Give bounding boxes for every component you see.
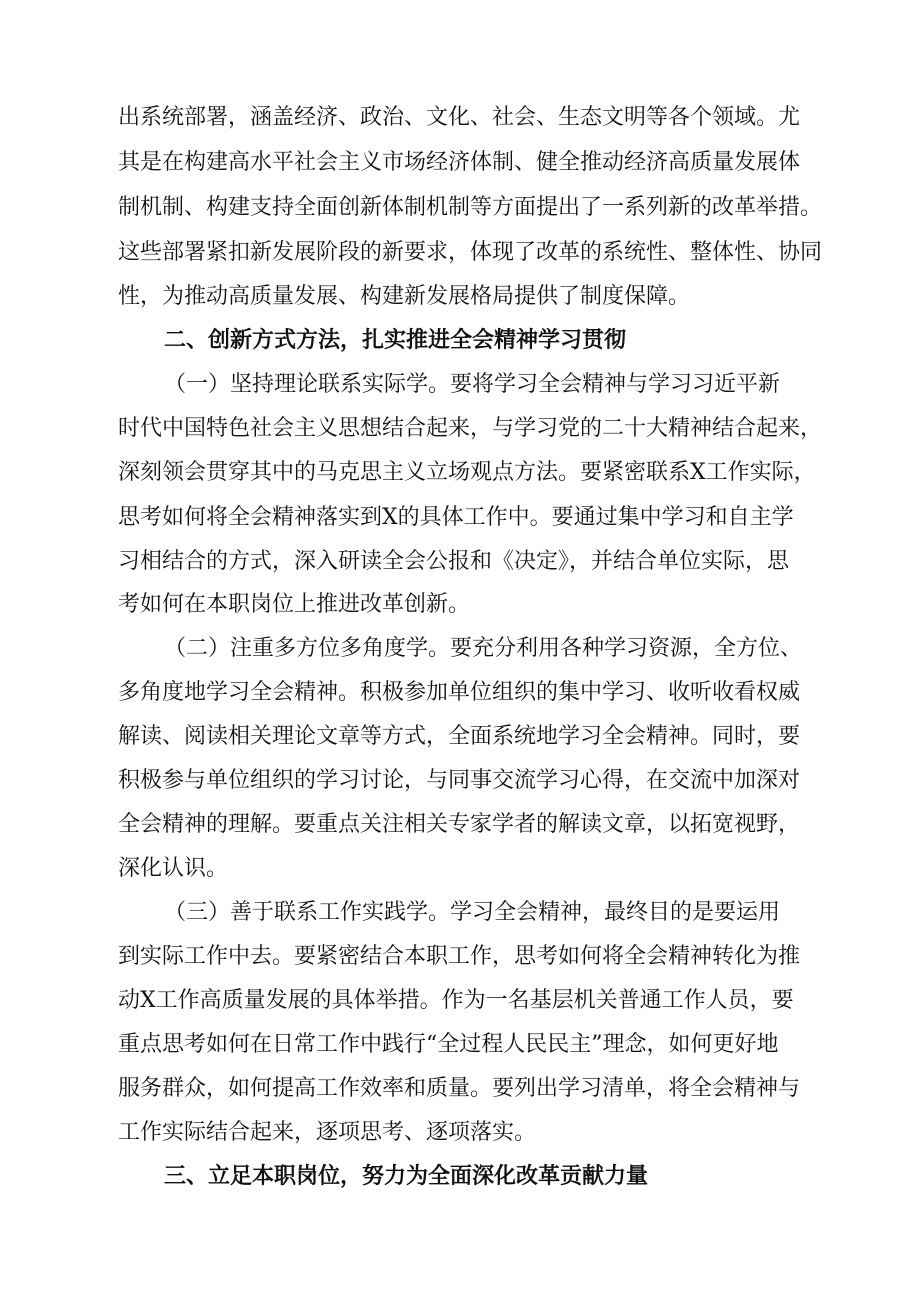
- text-line: （一）坚持理论联系实际学。要将学习全会精神与学习习近平新: [164, 372, 781, 397]
- text-line: 其是在构建高水平社会主义市场经济体制、健全推动经济高质量发展体: [118, 150, 801, 175]
- section-heading: 二、创新方式方法，扎实推进全会精神学习贯彻: [164, 328, 627, 353]
- text-line: 时代中国特色社会主义思想结合起来，与学习党的二十大精神结合起来，: [118, 416, 823, 441]
- text-line: 多角度地学习全会精神。积极参加单位组织的集中学习、收听收看权威: [118, 680, 801, 705]
- text-line: 制机制、构建支持全面创新体制机制等方面提出了一系列新的改革举措。: [118, 195, 823, 220]
- text-line: （三）善于联系工作实践学。学习全会精神，最终目的是要运用: [164, 900, 781, 925]
- text-line: 全会精神的理解。要重点关注相关专家学者的解读文章，以拓宽视野，: [118, 812, 801, 837]
- text-line: 考如何在本职岗位上推进改革创新。: [118, 592, 471, 617]
- text-line: 工作实际结合起来，逐项思考、逐项落实。: [118, 1120, 537, 1145]
- text-line: 重点思考如何在日常工作中践行“全过程人民民主”理念，如何更好地: [118, 1032, 779, 1057]
- text-line: （二）注重多方位多角度学。要充分利用各种学习资源，全方位、: [164, 636, 803, 661]
- text-line: 服务群众，如何提高工作效率和质量。要列出学习清单，将全会精神与: [118, 1076, 801, 1101]
- text-line: 深刻领会贯穿其中的马克思主义立场观点方法。要紧密联系X工作实际，: [118, 460, 816, 485]
- text-line: 到实际工作中去。要紧密结合本职工作，思考如何将全会精神转化为推: [118, 944, 801, 969]
- text-line: 这些部署紧扣新发展阶段的新要求，体现了改革的系统性、整体性、协同: [118, 240, 823, 265]
- text-line: 习相结合的方式，深入研读全会公报和《决定》，并结合单位实际，思: [118, 549, 790, 574]
- text-line: 动X工作高质量发展的具体举措。作为一名基层机关普通工作人员，要: [118, 988, 794, 1013]
- text-line: 出系统部署，涵盖经济、政治、文化、社会、生态文明等各个领域。尤: [118, 105, 801, 130]
- text-line: 深化认识。: [118, 856, 229, 881]
- text-line: 解读、阅读相关理论文章等方式，全面系统地学习全会精神。同时，要: [118, 724, 801, 749]
- text-line: 性，为推动高质量发展、构建新发展格局提供了制度保障。: [118, 284, 691, 309]
- text-line: 积极参与单位组织的学习讨论，与同事交流学习心得，在交流中加深对: [118, 768, 801, 793]
- text-line: 思考如何将全会精神落实到X的具体工作中。要通过集中学习和自主学: [118, 505, 794, 530]
- section-heading: 三、立足本职岗位，努力为全面深化改革贡献力量: [164, 1164, 649, 1189]
